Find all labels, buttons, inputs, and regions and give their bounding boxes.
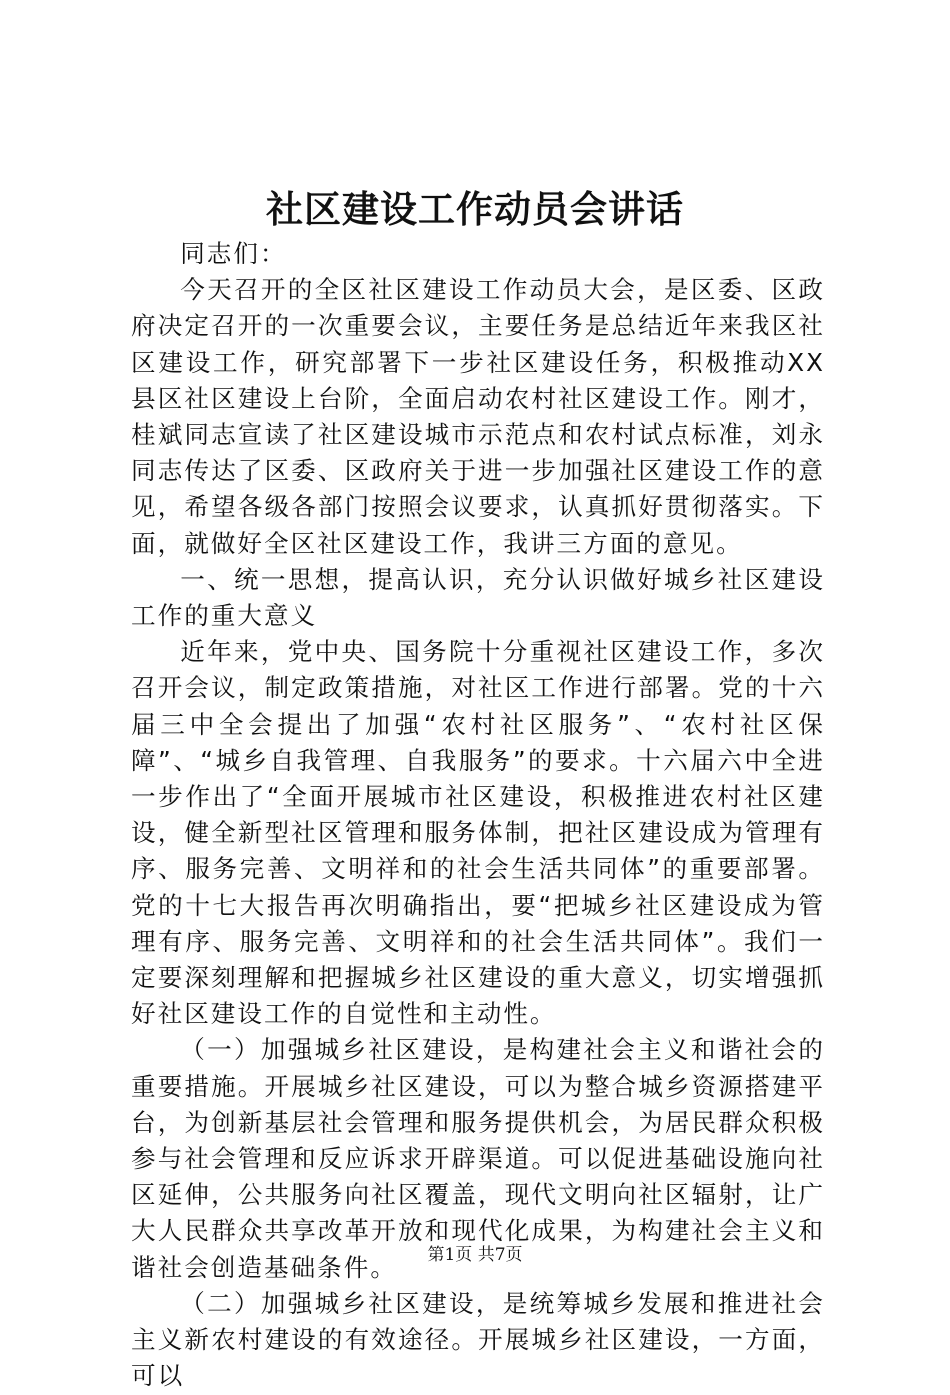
paragraph-point-1: （一）加强城乡社区建设，是构建社会主义和谐社会的重要措施。开展城乡社区建设，可以为整合城乡资源搭建平台，为创新基层社会管理和服务提供机会，为居民群众积极参与社会管理和反应诉求开辟渠道。可以促进基础设施向社区延伸，公共服务向社区覆盖，现代文明向社区辐射，让广大人民群众共享改革开放和现代化成果，为构建社会主义和谐社会创造基础条件。 <box>131 1035 825 1282</box>
section-heading-1: 一、统一思想，提高认识，充分认识做好城乡社区建设工作的重大意义 <box>131 564 825 631</box>
paragraph-background: 近年来，党中央、国务院十分重视社区建设工作，多次召开会议，制定政策措施，对社区工作进行部署。党的十六届三中全会提出了加强“农村社区服务”、“农村社区保障”、“城乡自我管理、自我服务”的要求。十六届六中全进一步作出了“全面开展城市社区建设，积极推进农村社区建设，健全新型社区管理和服务体制，把社区建设成为管理有序、服务完善、文明祥和的社会生活共同体”的重要部署。党的十七大报告再次明确指出，要“把城乡社区建设成为管理有序、服务完善、文明祥和的社会生活共同体”。我们一定要深刻理解和把握城乡社区建设的重大意义，切实增强抓好社区建设工作的自觉性和主动性。 <box>131 637 825 1029</box>
greeting: 同志们： <box>180 239 287 268</box>
document-body <box>131 236 825 1395</box>
paragraph-point-2: （二）加强城乡社区建设，是统筹城乡发展和推进社会主义新农村建设的有效途径。开展城乡社区建设，一方面，可以 <box>131 1288 825 1391</box>
page-footer: 第1页 共7页 <box>427 1245 523 1265</box>
document-title: 社区建设工作动员会讲话 <box>266 187 684 231</box>
paragraph-intro: 今天召开的全区社区建设工作动员大会，是区委、区政府决定召开的一次重要会议，主要任务是总结近年来我区社区建设工作，研究部署下一步社区建设任务，积极推动XX县区社区建设上台阶，全面启动农村社区建设工作。刚才，桂斌同志宣读了社区建设城市示范点和农村试点标准，刘永同志传达了区委、区政府关于进一步加强社区建设工作的意见，希望各级各部门按照会议要求，认真抓好贯彻落实。下面，就做好全区社区建设工作，我讲三方面的意见。 <box>131 275 825 558</box>
